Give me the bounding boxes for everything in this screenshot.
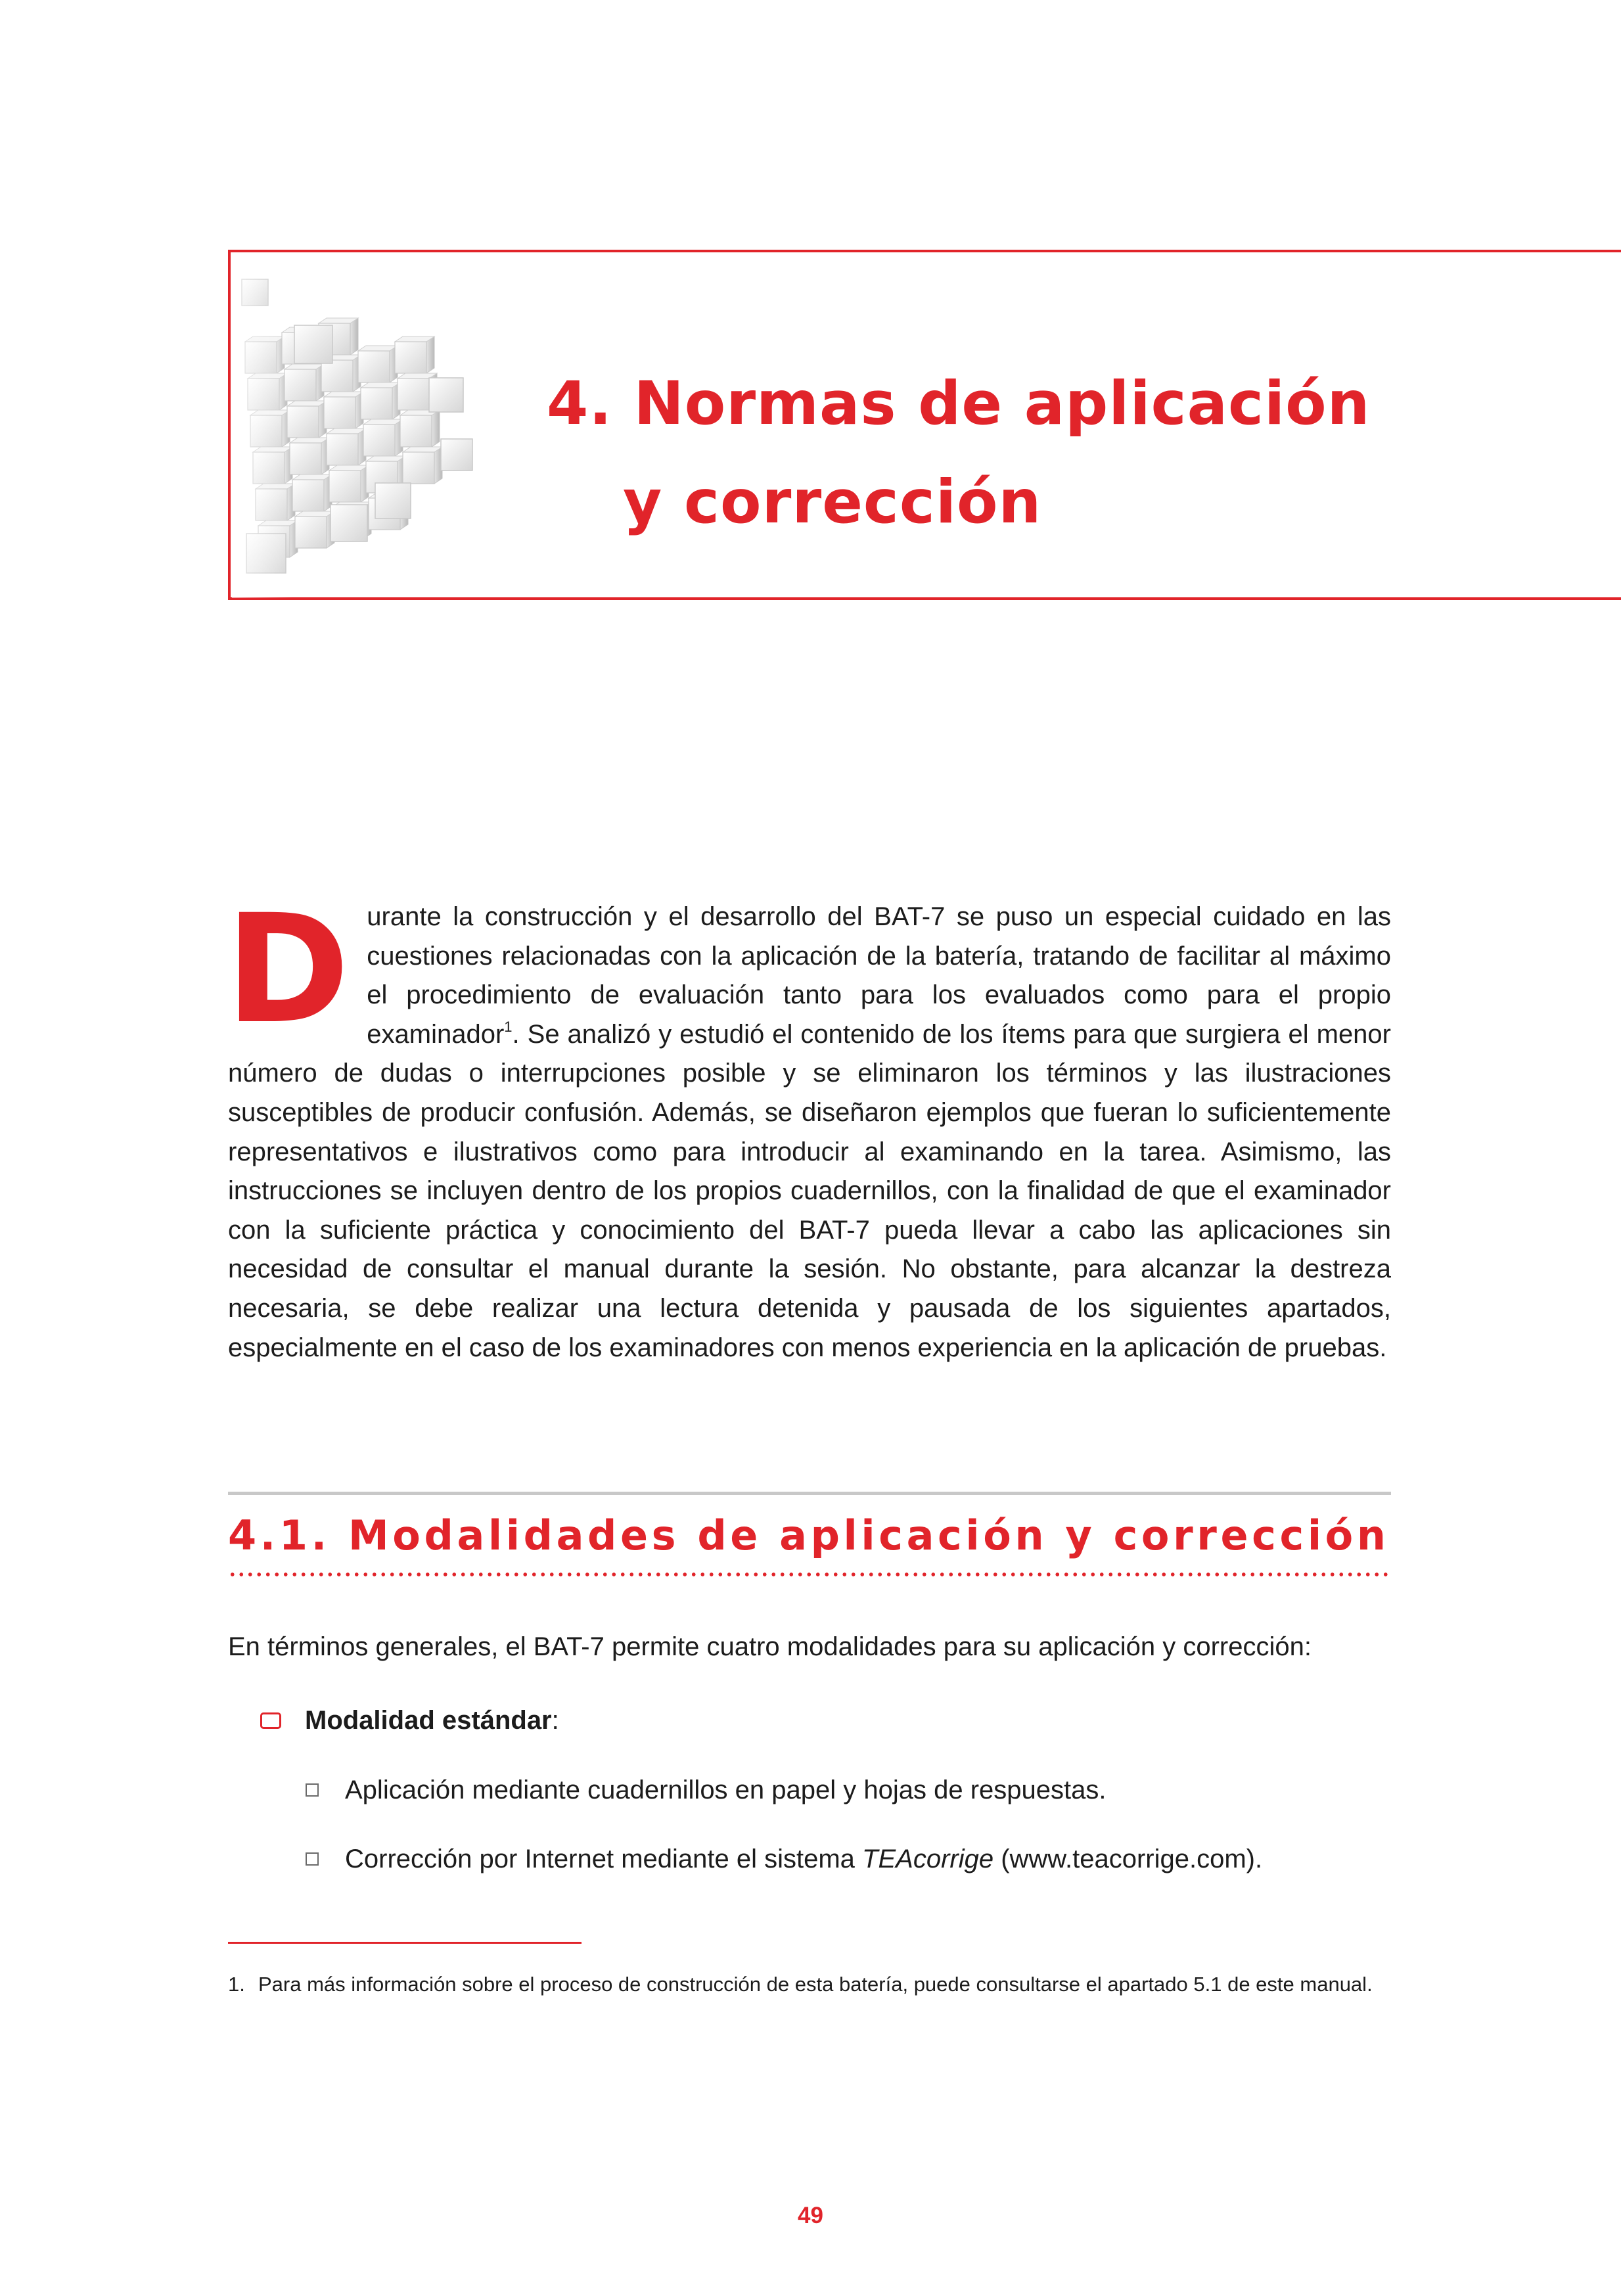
sub-item-1 (306, 1772, 1107, 1808)
footnote-number: 1. (228, 1973, 245, 1996)
bullet-modalidad-estandar (260, 1702, 559, 1739)
footnote-text: Para más información sobre el proceso de construcción de esta batería, puede consultarse el apartado 5.1 de este manual. (258, 1973, 1373, 1996)
chapter-title-line-2: y corrección (623, 468, 1042, 537)
sub-item-2-before: Corrección por Internet mediante el sistema (345, 1845, 863, 1873)
footnote-rule (228, 1942, 582, 1944)
sub-item-2-italic: TEAcorrige (862, 1845, 994, 1873)
section-intro: En términos generales, el BAT-7 permite cuatro modalidades para su aplicación y corrección: (228, 1632, 1312, 1661)
cubes-illustration (232, 263, 475, 598)
section-dotted-rule (228, 1573, 1391, 1576)
bullet-label (305, 1702, 559, 1739)
bullet-label-colon: : (551, 1706, 559, 1735)
chapter-title (547, 355, 1370, 552)
sub-item-2-after: (www.teacorrige.com). (993, 1845, 1263, 1873)
intro-text-part-2: . Se analizó y estudió el contenido de los ítems para que surgiera el menor número de dudas o interrupciones posible y se eliminaron los términos y las ilustraciones susceptibles de producir confusión. Además, se diseñaron ejemplos que fueran lo suficientemente representativos e ilustrativos como para introducir al examinando en la tarea. Asimismo, las instrucciones se incluyen dentro de los propios cuadernillos, con la finalidad de que el examinador con la suficiente práctica y conocimiento del BAT-7 pueda llevar a cabo las aplicaciones sin necesidad de consultar el manual durante la sesión. No obstante, para alcanzar la destreza necesaria, se debe realizar una lectura detenida y pausada de los siguientes apartados, especialmente en el caso de los examinadores con menos experiencia en la aplicación de pruebas. (228, 1019, 1391, 1362)
sub-item-2-text (345, 1841, 1262, 1877)
red-checkbox-icon (260, 1712, 281, 1729)
section-top-rule (228, 1492, 1391, 1495)
sub-item-2 (306, 1841, 1262, 1877)
footnote (228, 1970, 1373, 1999)
square-bullet-icon (306, 1852, 319, 1866)
intro-paragraph (225, 882, 1391, 1367)
intro-text-part-1: urante la construcción y el desarrollo del BAT-7 se puso un especial cuidado en las cuestiones relacionadas con la aplicación de la batería, tratando de facilitar al máximo el procedimiento de evaluación tanto para los evaluados como para el propio examinador (367, 902, 1391, 1049)
chapter-title-line-1: 4. Normas de aplicación (547, 369, 1371, 438)
section-heading: 4.1. Modalidades de aplicación y corrección (228, 1511, 1390, 1559)
page-number: 49 (798, 2203, 823, 2228)
drop-cap: D (225, 882, 350, 1057)
bullet-label-bold: Modalidad estándar (305, 1706, 552, 1735)
sub-item-1-text: Aplicación mediante cuadernillos en papel y hojas de respuestas. (345, 1776, 1107, 1804)
square-bullet-icon (306, 1783, 319, 1797)
footnote-marker: 1 (504, 1019, 513, 1036)
